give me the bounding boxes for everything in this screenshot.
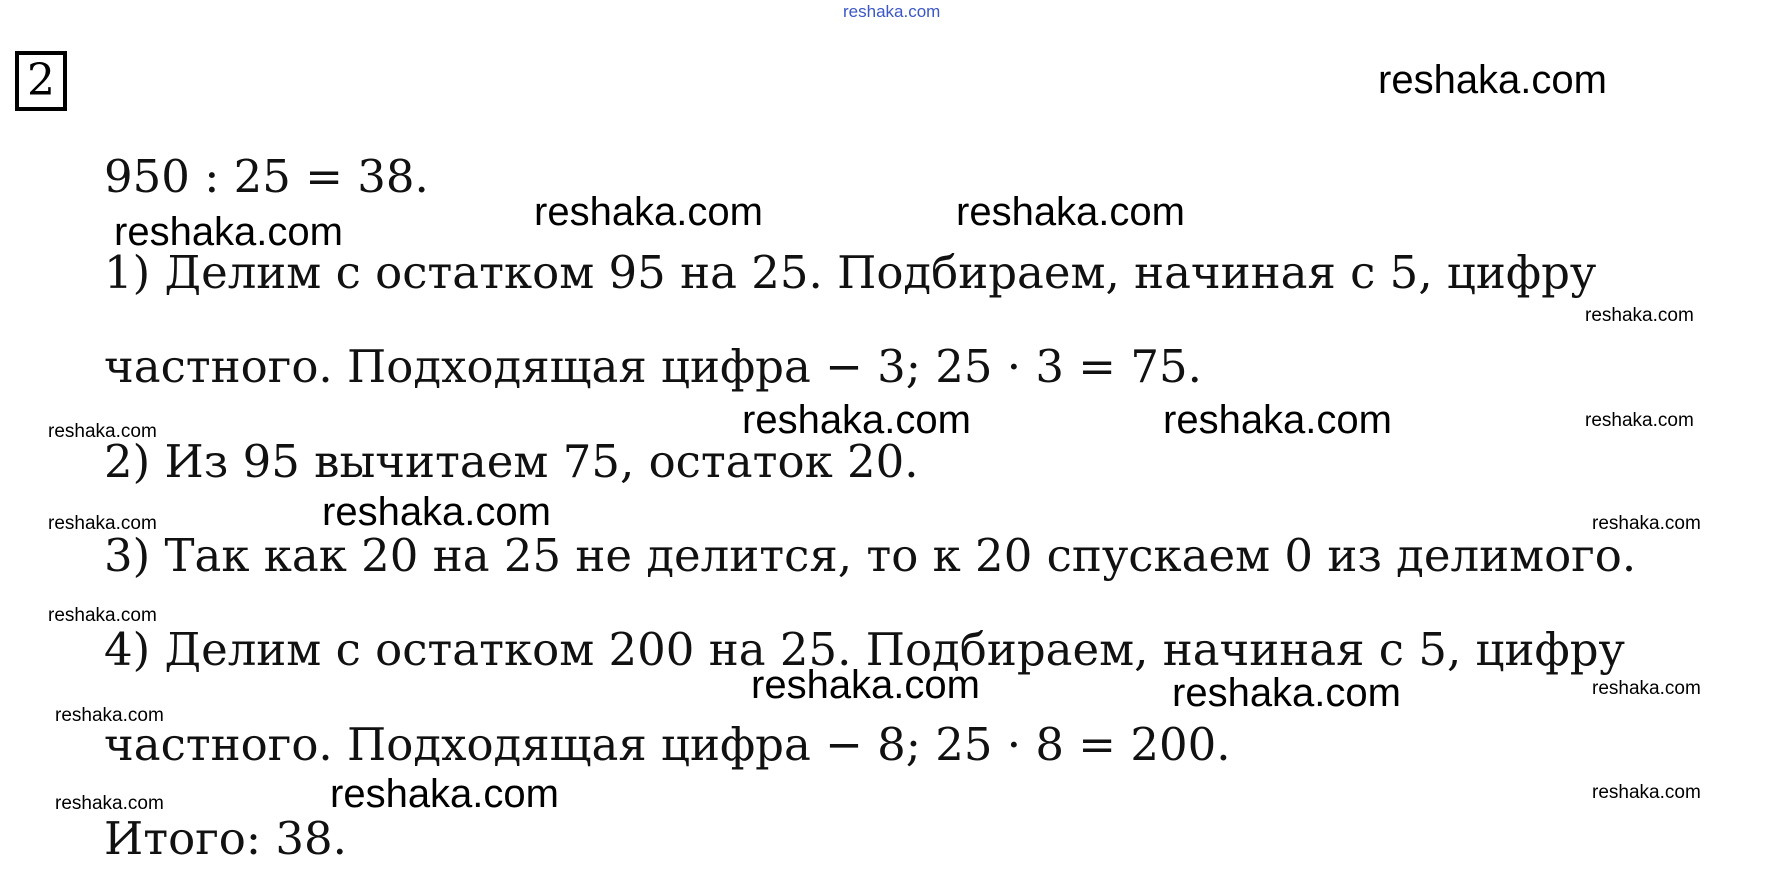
watermark: reshaka.com bbox=[742, 398, 971, 442]
watermark: reshaka.com bbox=[330, 772, 559, 816]
watermark: reshaka.com bbox=[48, 421, 157, 442]
solution-line-3: частного. Подходящая цифра − 3; 25 · 3 = 75. bbox=[104, 340, 1202, 393]
watermark: reshaka.com bbox=[1592, 513, 1701, 534]
watermark: reshaka.com bbox=[843, 2, 941, 21]
solution-line-6: 4) Делим с остатком 200 на 25. Подбираем, начиная с 5, цифру bbox=[104, 623, 1625, 676]
watermark: reshaka.com bbox=[534, 190, 763, 234]
watermark: reshaka.com bbox=[1592, 678, 1701, 699]
solution-line-4: 2) Из 95 вычитаем 75, остаток 20. bbox=[104, 435, 919, 488]
solution-line-2: 1) Делим с остатком 95 на 25. Подбираем, начиная с 5, цифру bbox=[104, 246, 1597, 299]
watermark: reshaka.com bbox=[114, 210, 343, 254]
watermark: reshaka.com bbox=[1592, 782, 1701, 803]
watermark: reshaka.com bbox=[1585, 410, 1694, 431]
solution-line-8: Итого: 38. bbox=[104, 812, 347, 865]
watermark: reshaka.com bbox=[48, 513, 157, 534]
watermark: reshaka.com bbox=[1585, 305, 1694, 326]
solution-line-1: 950 : 25 = 38. bbox=[104, 150, 429, 203]
watermark: reshaka.com bbox=[55, 705, 164, 726]
watermark: reshaka.com bbox=[322, 490, 551, 534]
watermark: reshaka.com bbox=[956, 190, 1185, 234]
watermark: reshaka.com bbox=[55, 793, 164, 814]
watermark: reshaka.com bbox=[48, 605, 157, 626]
solution-line-5: 3) Так как 20 на 25 не делится, то к 20 спускаем 0 из делимого. bbox=[104, 529, 1637, 582]
watermark: reshaka.com bbox=[751, 663, 980, 707]
solution-line-7: частного. Подходящая цифра − 8; 25 · 8 = 200. bbox=[104, 718, 1231, 771]
watermark: reshaka.com bbox=[1378, 58, 1607, 102]
watermark: reshaka.com bbox=[1172, 671, 1401, 715]
watermark: reshaka.com bbox=[1163, 398, 1392, 442]
problem-number-box: 2 bbox=[15, 51, 67, 111]
